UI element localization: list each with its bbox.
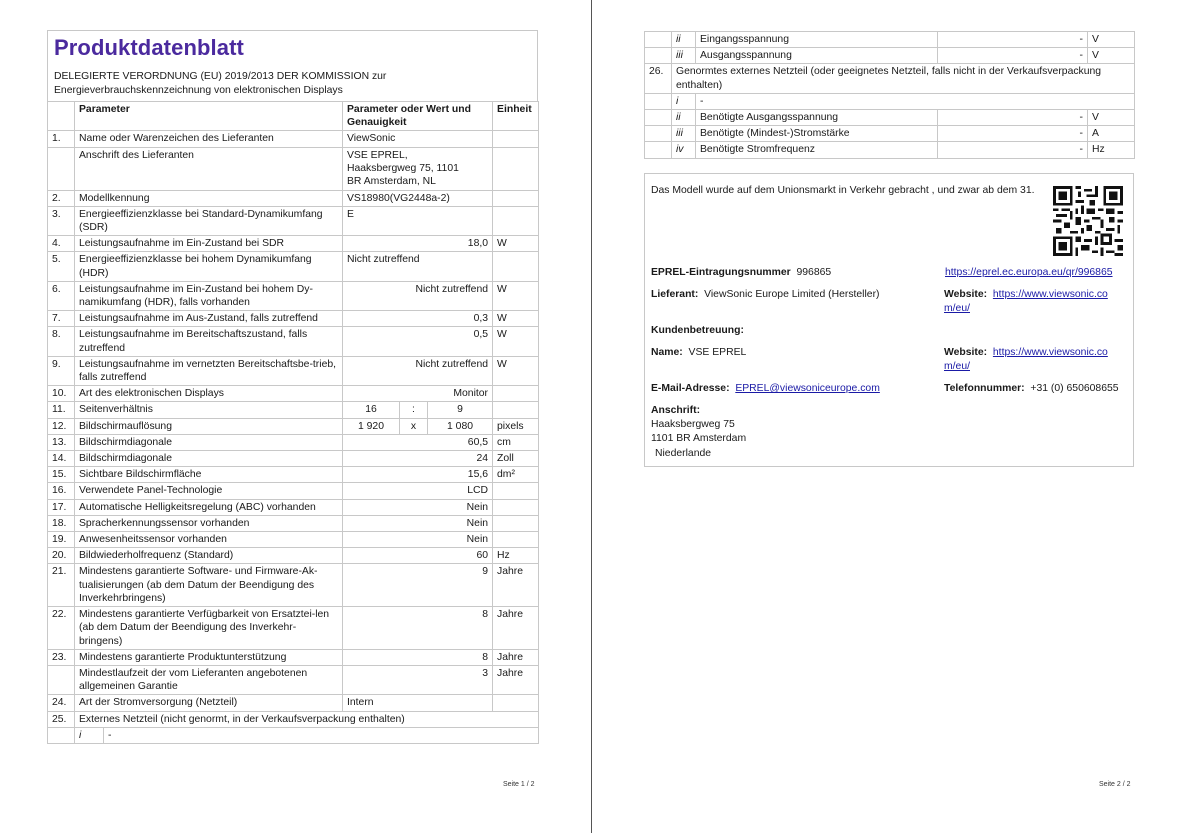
row-label: Genormtes externes Netzteil (oder geeignetes Netzteil, falls nicht in der Verkaufsverpackung enthalten) [672, 64, 1135, 93]
row-label: Bildschirmdiagonale [75, 451, 343, 467]
market-availability-text: Das Modell wurde auf dem Unionsmarkt in Verkehr gebracht , und zwar ab dem 31. [651, 185, 1035, 196]
row-number: 2. [48, 190, 75, 206]
row-label: Leistungsaufnahme im Ein-Zustand bei SDR [75, 236, 343, 252]
page-divider [591, 0, 592, 833]
row-number: 8. [48, 327, 75, 356]
row-unit: V [1088, 48, 1135, 64]
website-label: Website: [944, 289, 988, 300]
row-number: 24. [48, 695, 75, 711]
row-label: Verwendete Panel-Technologie [75, 483, 343, 499]
row-value: 60 [343, 548, 493, 564]
row-label: - [696, 93, 1135, 109]
row-unit: Hz [1088, 142, 1135, 158]
row-label: Sichtbare Bildschirmfläche [75, 467, 343, 483]
table-row [48, 467, 539, 483]
row-value: Monitor [343, 386, 493, 402]
aspect-separator: : [400, 402, 428, 418]
table-row [48, 499, 539, 515]
row-unit [493, 386, 539, 402]
row-value: - [938, 126, 1088, 142]
page-number: Seite 2 / 2 [1099, 781, 1131, 788]
row-unit [493, 190, 539, 206]
row-number: 7. [48, 311, 75, 327]
website-link-continued[interactable]: m/eu/ [944, 361, 970, 372]
row-value: 3 [343, 665, 493, 694]
table-row [48, 131, 539, 147]
row-unit [493, 532, 539, 548]
row-unit [493, 252, 539, 281]
row-unit: dm² [493, 467, 539, 483]
table-row [48, 434, 539, 450]
row-value: 24 [343, 451, 493, 467]
row-unit: Jahre [493, 649, 539, 665]
table-row [48, 147, 539, 190]
table-row [48, 402, 539, 418]
row-unit [493, 499, 539, 515]
row-number: 6. [48, 281, 75, 310]
phone-label: Telefonnummer: [944, 383, 1025, 394]
row-unit: Zoll [493, 451, 539, 467]
row-unit: A [1088, 126, 1135, 142]
row-unit: W [493, 356, 539, 385]
row-value: 8 [343, 649, 493, 665]
sub-index: iv [672, 142, 696, 158]
table-row [48, 236, 539, 252]
eprel-number: 996865 [796, 267, 832, 278]
row-label: Bildschirmdiagonale [75, 434, 343, 450]
table-row [645, 64, 1135, 93]
row-value: Nicht zutreffend [343, 356, 493, 385]
row-value: VS18980(VG2448a-2) [343, 190, 493, 206]
customer-service-label: Kundenbetreuung: [651, 325, 744, 336]
row-number: 13. [48, 434, 75, 450]
name-value: VSE EPREL [688, 347, 747, 358]
row-value: 18,0 [343, 236, 493, 252]
row-unit [493, 131, 539, 147]
row-unit: V [1088, 110, 1135, 126]
address-line: 1101 BR Amsterdam [651, 433, 747, 444]
row-value: 8 [343, 607, 493, 650]
row-label: Art des elektronischen Displays [75, 386, 343, 402]
website-label: Website: [944, 347, 988, 358]
website-link[interactable]: https://www.viewsonic.co [992, 347, 1108, 358]
row-unit: Jahre [493, 665, 539, 694]
table-row [645, 110, 1135, 126]
row-label: Bildschirmauflösung [75, 418, 343, 434]
row-number: 5. [48, 252, 75, 281]
email-link[interactable]: EPREL@viewsoniceurope.com [735, 383, 880, 394]
row-value: 60,5 [343, 434, 493, 450]
row-label: Spracherkennungssensor vorhanden [75, 515, 343, 531]
row-label: Energieeffizienzklasse bei Standard-Dynamikumfang (SDR) [75, 206, 343, 235]
row-value: Nein [343, 532, 493, 548]
table-row [645, 32, 1135, 48]
email-label: E-Mail-Adresse: [651, 383, 730, 394]
row-number: 23. [48, 649, 75, 665]
table-row [48, 695, 539, 711]
row-number: 1. [48, 131, 75, 147]
row-unit [493, 483, 539, 499]
row-value: - [938, 48, 1088, 64]
page-title: Produktdatenblatt [54, 35, 244, 60]
row-label: Leistungsaufnahme im Ein-Zustand bei hohem Dy-namikumfang (HDR), falls vorhanden [75, 281, 343, 310]
row-number [48, 147, 75, 190]
row-number: 16. [48, 483, 75, 499]
row-number: 12. [48, 418, 75, 434]
address-line: Haaksbergweg 75 [651, 419, 735, 430]
sub-index: ii [672, 110, 696, 126]
row-number [48, 665, 75, 694]
row-unit: cm [493, 434, 539, 450]
row-label: Eingangsspannung [696, 32, 938, 48]
supplier-label: Lieferant: [651, 289, 699, 300]
table-row [48, 548, 539, 564]
aspect-height: 9 [428, 402, 493, 418]
regulation-subtitle: DELEGIERTE VERORDNUNG (EU) 2019/2013 DER KOMMISSION zur Energieverbrauchskennzeichnung von elektronischen Displays [54, 71, 387, 96]
table-header-row [48, 102, 539, 131]
website-link[interactable]: https://www.viewsonic.co [992, 289, 1108, 300]
row-label: Art der Stromversorgung (Netzteil) [75, 695, 343, 711]
address-label: Anschrift: [651, 405, 701, 416]
row-value: E [343, 206, 493, 235]
table-row [48, 451, 539, 467]
table-row [48, 727, 539, 743]
row-unit: W [493, 236, 539, 252]
sub-index: iii [672, 48, 696, 64]
row-unit [493, 206, 539, 235]
table-row [48, 327, 539, 356]
table-row [48, 311, 539, 327]
row-label: Externes Netzteil (nicht genormt, in der Verkaufsverpackung enthalten) [75, 711, 539, 727]
table-row [48, 206, 539, 235]
row-unit: Jahre [493, 607, 539, 650]
website-link-continued[interactable]: m/eu/ [944, 303, 970, 314]
table-row [645, 142, 1135, 158]
page-number: Seite 1 / 2 [503, 781, 535, 788]
name-label: Name: [651, 347, 683, 358]
row-label: Leistungsaufnahme im vernetzten Bereitschaftsbe-trieb, falls zutreffend [75, 356, 343, 385]
row-value: Intern [343, 695, 493, 711]
row-number: 9. [48, 356, 75, 385]
resolution-separator: x [400, 418, 428, 434]
row-number: 19. [48, 532, 75, 548]
row-number: 10. [48, 386, 75, 402]
row-label: Name oder Warenzeichen des Lieferanten [75, 131, 343, 147]
resolution-height: 1 080 [428, 418, 493, 434]
row-label: Mindestlaufzeit der vom Lieferanten angebotenen allgemeinen Garantie [75, 665, 343, 694]
table-row [48, 386, 539, 402]
row-unit: Hz [493, 548, 539, 564]
page-1 [47, 30, 538, 744]
row-number: 4. [48, 236, 75, 252]
address-line: Niederlande [655, 448, 712, 459]
row-value: - [938, 32, 1088, 48]
row-label: Anwesenheitssensor vorhanden [75, 532, 343, 548]
eprel-label: EPREL-Eintragungsnummer [651, 267, 791, 278]
row-value: ViewSonic [343, 131, 493, 147]
row-label: Bildwiederholfrequenz (Standard) [75, 548, 343, 564]
row-unit: Jahre [493, 564, 539, 607]
table-row [48, 190, 539, 206]
row-value: 0,5 [343, 327, 493, 356]
row-number: 20. [48, 548, 75, 564]
row-number: 26. [645, 64, 672, 93]
table-row [48, 252, 539, 281]
row-unit [493, 695, 539, 711]
row-label: Leistungsaufnahme im Aus-Zustand, falls zutreffend [75, 311, 343, 327]
row-value: - [938, 110, 1088, 126]
row-number: 22. [48, 607, 75, 650]
sub-index: i [672, 93, 696, 109]
row-label: Modellkennung [75, 190, 343, 206]
row-unit: W [493, 311, 539, 327]
row-unit [493, 515, 539, 531]
row-label: Seitenverhältnis [75, 402, 343, 418]
row-unit: pixels [493, 418, 539, 434]
row-number: 25. [48, 711, 75, 727]
row-label: Energieeffizienzklasse bei hohem Dynamikumfang (HDR) [75, 252, 343, 281]
row-number: 18. [48, 515, 75, 531]
supplier-value: ViewSonic Europe Limited (Hersteller) [704, 289, 880, 300]
table-row [48, 649, 539, 665]
row-unit: W [493, 327, 539, 356]
row-number: 14. [48, 451, 75, 467]
table-row [48, 665, 539, 694]
table-row [645, 48, 1135, 64]
aspect-width: 16 [343, 402, 400, 418]
row-value: Nicht zutreffend [343, 281, 493, 310]
supplier-info-box [644, 173, 1134, 467]
table-row [48, 356, 539, 385]
row-unit: V [1088, 32, 1135, 48]
qr-code-icon[interactable] [1053, 186, 1123, 256]
row-label: - [108, 729, 112, 741]
sub-index: ii [672, 32, 696, 48]
sub-index: i [75, 728, 104, 743]
row-value: Nein [343, 499, 493, 515]
header-unit: Einheit [493, 102, 539, 131]
row-unit [493, 402, 539, 418]
row-number: 21. [48, 564, 75, 607]
row-label: Mindestens garantierte Software- und Firmware-Ak-tualisierungen (ab dem Datum der Beendigung des Inverkehrbringens) [75, 564, 343, 607]
table-row [48, 515, 539, 531]
header-parameter: Parameter [75, 102, 343, 131]
table-row [48, 281, 539, 310]
row-label: Mindestens garantierte Produktunterstützung [75, 649, 343, 665]
phone-value: +31 (0) 650608655 [1030, 383, 1119, 394]
title-box [47, 30, 538, 101]
row-number: 3. [48, 206, 75, 235]
table-row [48, 564, 539, 607]
row-value: 9 [343, 564, 493, 607]
table-row [48, 483, 539, 499]
row-label: Automatische Helligkeitsregelung (ABC) vorhanden [75, 499, 343, 515]
table-row [48, 532, 539, 548]
product-data-table [47, 101, 539, 744]
table-row [48, 418, 539, 434]
row-number: 15. [48, 467, 75, 483]
sub-index: iii [672, 126, 696, 142]
table-row [48, 607, 539, 650]
table-row [645, 93, 1135, 109]
table-row [48, 711, 539, 727]
resolution-width: 1 920 [343, 418, 400, 434]
row-label: Mindestens garantierte Verfügbarkeit von Ersatztei-len (ab dem Datum der Beendigung des Inverkehr-bringens) [75, 607, 343, 650]
row-value: VSE EPREL, Haaksbergweg 75, 1101 BR Amsterdam, NL [347, 149, 459, 188]
row-value: 15,6 [343, 467, 493, 483]
row-label: Benötigte Ausgangsspannung [696, 110, 938, 126]
row-unit: W [493, 281, 539, 310]
table-row [645, 126, 1135, 142]
row-value: - [938, 142, 1088, 158]
header-value: Parameter oder Wert und Genauigkeit [343, 102, 493, 131]
row-label: Benötigte (Mindest-)Stromstärke [696, 126, 938, 142]
row-value: Nicht zutreffend [343, 252, 493, 281]
row-value: Nein [343, 515, 493, 531]
row-value: LCD [343, 483, 493, 499]
row-value: 0,3 [343, 311, 493, 327]
eprel-link[interactable]: https://eprel.ec.europa.eu/qr/996865 [945, 267, 1113, 278]
row-number: 11. [48, 402, 75, 418]
row-label: Anschrift des Lieferanten [75, 147, 343, 190]
row-label: Ausgangsspannung [696, 48, 938, 64]
row-number: 17. [48, 499, 75, 515]
row-label: Benötigte Stromfrequenz [696, 142, 938, 158]
product-data-table-continued [644, 31, 1135, 159]
row-label: Leistungsaufnahme im Bereitschaftszustand, falls zutreffend [75, 327, 343, 356]
row-unit [493, 147, 539, 190]
